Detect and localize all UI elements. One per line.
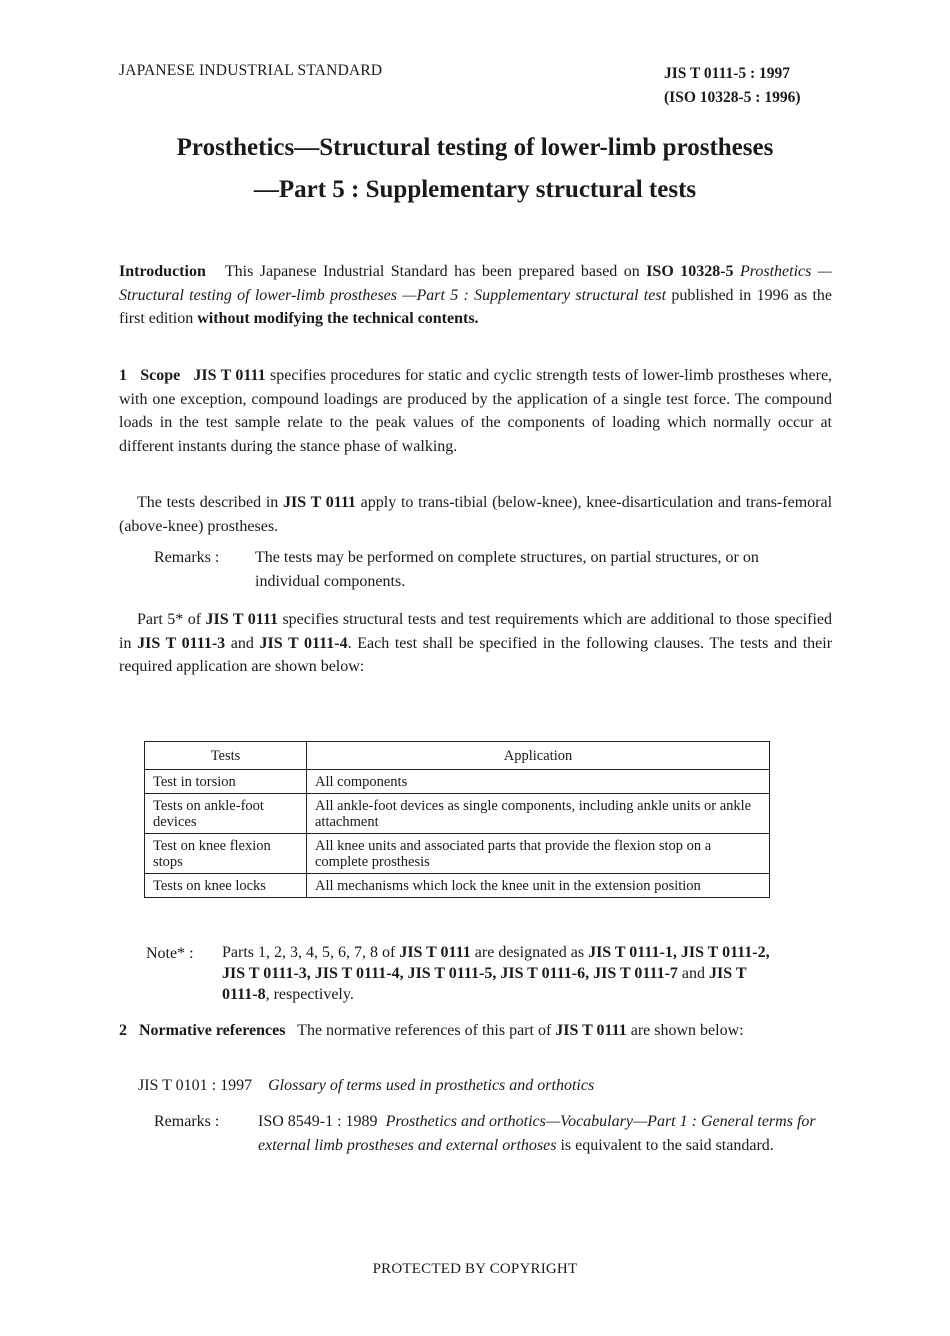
normative-paragraph [119, 1019, 832, 1043]
scope-p3-text-a: Part 5* of [137, 611, 202, 628]
header-jis-number: JIS T 0111-5 : 1997 [664, 65, 791, 82]
introduction-bold-tail: without modifying the technical contents. [197, 310, 479, 327]
normative-std: JIS T 0111 [555, 1022, 627, 1039]
scope-p2-text-a: The tests described in [137, 494, 279, 511]
introduction-heading: Introduction [119, 263, 206, 280]
note-text-c: and [681, 965, 706, 982]
table-header-tests: Tests [145, 742, 307, 770]
scope-p3-std3: JIS T 0111-4 [259, 634, 348, 652]
scope-p3-text-b: specifies structural tests and test requirements which are additional to those specified in [119, 611, 833, 652]
document-title-line1: Prosthetics—Structural testing of lower-limb prostheses [176, 134, 774, 161]
introduction-text: This Japanese Industrial Standard has been prepared based on [224, 263, 640, 280]
scope-text: specifies procedures for static and cyclic strength tests of lower-limb prostheses where, with one exception, compound loadings are produced by the application of a single test force. The compound loads in the test sample relate to the peak values of the components of loading which normally occur at different instants during the stance phase of walking. [119, 367, 833, 455]
normative-ref-code: JIS T 0101 : 1997 [138, 1077, 253, 1094]
table-header-application: Application [307, 742, 770, 770]
table-cell-application: All ankle-foot devices as single components, including ankle units or ankle attachment [307, 794, 770, 834]
note-text-a: Parts 1, 2, 3, 4, 5, 6, 7, 8 of [222, 944, 396, 961]
scope-p3-std1: JIS T 0111 [205, 611, 278, 628]
scope-p2-text-b: apply to trans-tibial (below-knee), knee-disarticulation and trans-femoral (above-knee) prostheses. [119, 494, 833, 535]
normative-remark-text [258, 1110, 833, 1157]
scope-paragraph-2 [119, 491, 832, 538]
header-standard-number [664, 62, 834, 110]
normative-ref-title: Glossary of terms used in prosthetics and orthotics [268, 1077, 595, 1094]
normative-number: 2 [119, 1022, 127, 1039]
scope-remark-label: Remarks : [154, 549, 220, 566]
scope-remark-text: The tests may be performed on complete structures, on partial structures, or on individual components. [255, 549, 759, 590]
note-text-b: are designated as [474, 944, 585, 961]
introduction-text2: published in 1996 as the first edition [119, 286, 833, 327]
note-last: JIS T 0111-8 [222, 965, 747, 1003]
introduction-std: ISO 10328-5 [646, 263, 734, 280]
table-row [145, 834, 770, 874]
note-label: Note* : [146, 945, 194, 962]
note-list: JIS T 0111-1, JIS T 0111-2, JIS T 0111-3, JIS T 0111-4, JIS T 0111-5, JIS T 0111-6, JIS T 0111-7 [222, 944, 770, 982]
introduction-paragraph [119, 260, 832, 331]
note-text [222, 942, 772, 1005]
table-cell-application: All mechanisms which lock the knee unit in the extension position [307, 874, 770, 898]
note-std: JIS T 0111 [399, 944, 471, 961]
normative-reference-item [138, 1074, 838, 1098]
normative-text-a: The normative references of this part of [297, 1022, 552, 1039]
scope-paragraph-3 [119, 608, 832, 679]
scope-heading: Scope [140, 367, 181, 384]
table-cell-test: Test in torsion [145, 770, 307, 794]
header-iso-number: (ISO 10328-5 : 1996) [664, 89, 801, 106]
table-row [145, 874, 770, 898]
document-title-line2: —Part 5 : Supplementary structural tests [253, 176, 697, 203]
normative-remark-tail: is equivalent to the said standard. [560, 1136, 774, 1154]
table-cell-test: Tests on knee locks [145, 874, 307, 898]
normative-heading: Normative references [139, 1022, 286, 1039]
note-text-d: , respectively. [265, 986, 354, 1003]
table-header-row [145, 742, 770, 770]
table-cell-test: Test on knee flexion stops [145, 834, 307, 874]
table-cell-application: All components [307, 770, 770, 794]
tests-application-table [144, 741, 770, 898]
normative-text-b: are shown below: [630, 1022, 744, 1039]
copyright-footer: PROTECTED BY COPYRIGHT [372, 1261, 578, 1277]
normative-remark-std: ISO 8549-1 : 1989 [258, 1113, 378, 1130]
header-standard-name: JAPANESE INDUSTRIAL STANDARD [119, 62, 383, 79]
table-row [145, 794, 770, 834]
scope-std: JIS T 0111 [193, 367, 266, 384]
normative-remark-title: Prosthetics and orthotics—Vocabulary—Part 1 : General terms for external limb prostheses and external orthoses [258, 1113, 816, 1154]
table-row [145, 770, 770, 794]
scope-p3-std2: JIS T 0111-3 [137, 634, 226, 652]
scope-paragraph [119, 364, 832, 458]
scope-p3-text-c: and [230, 634, 254, 652]
introduction-title: Prosthetics —Structural testing of lower-limb prostheses —Part 5 : Supplementary structural test [119, 263, 833, 304]
table-cell-test: Tests on ankle-foot devices [145, 794, 307, 834]
normative-remark-label: Remarks : [154, 1113, 220, 1130]
scope-p2-std: JIS T 0111 [283, 494, 356, 511]
scope-number: 1 [119, 367, 127, 384]
scope-p3-text-d: . Each test shall be specified in the following clauses. The tests and their required application are shown below: [119, 634, 833, 675]
table-cell-application: All knee units and associated parts that provide the flexion stop on a complete prosthesis [307, 834, 770, 874]
